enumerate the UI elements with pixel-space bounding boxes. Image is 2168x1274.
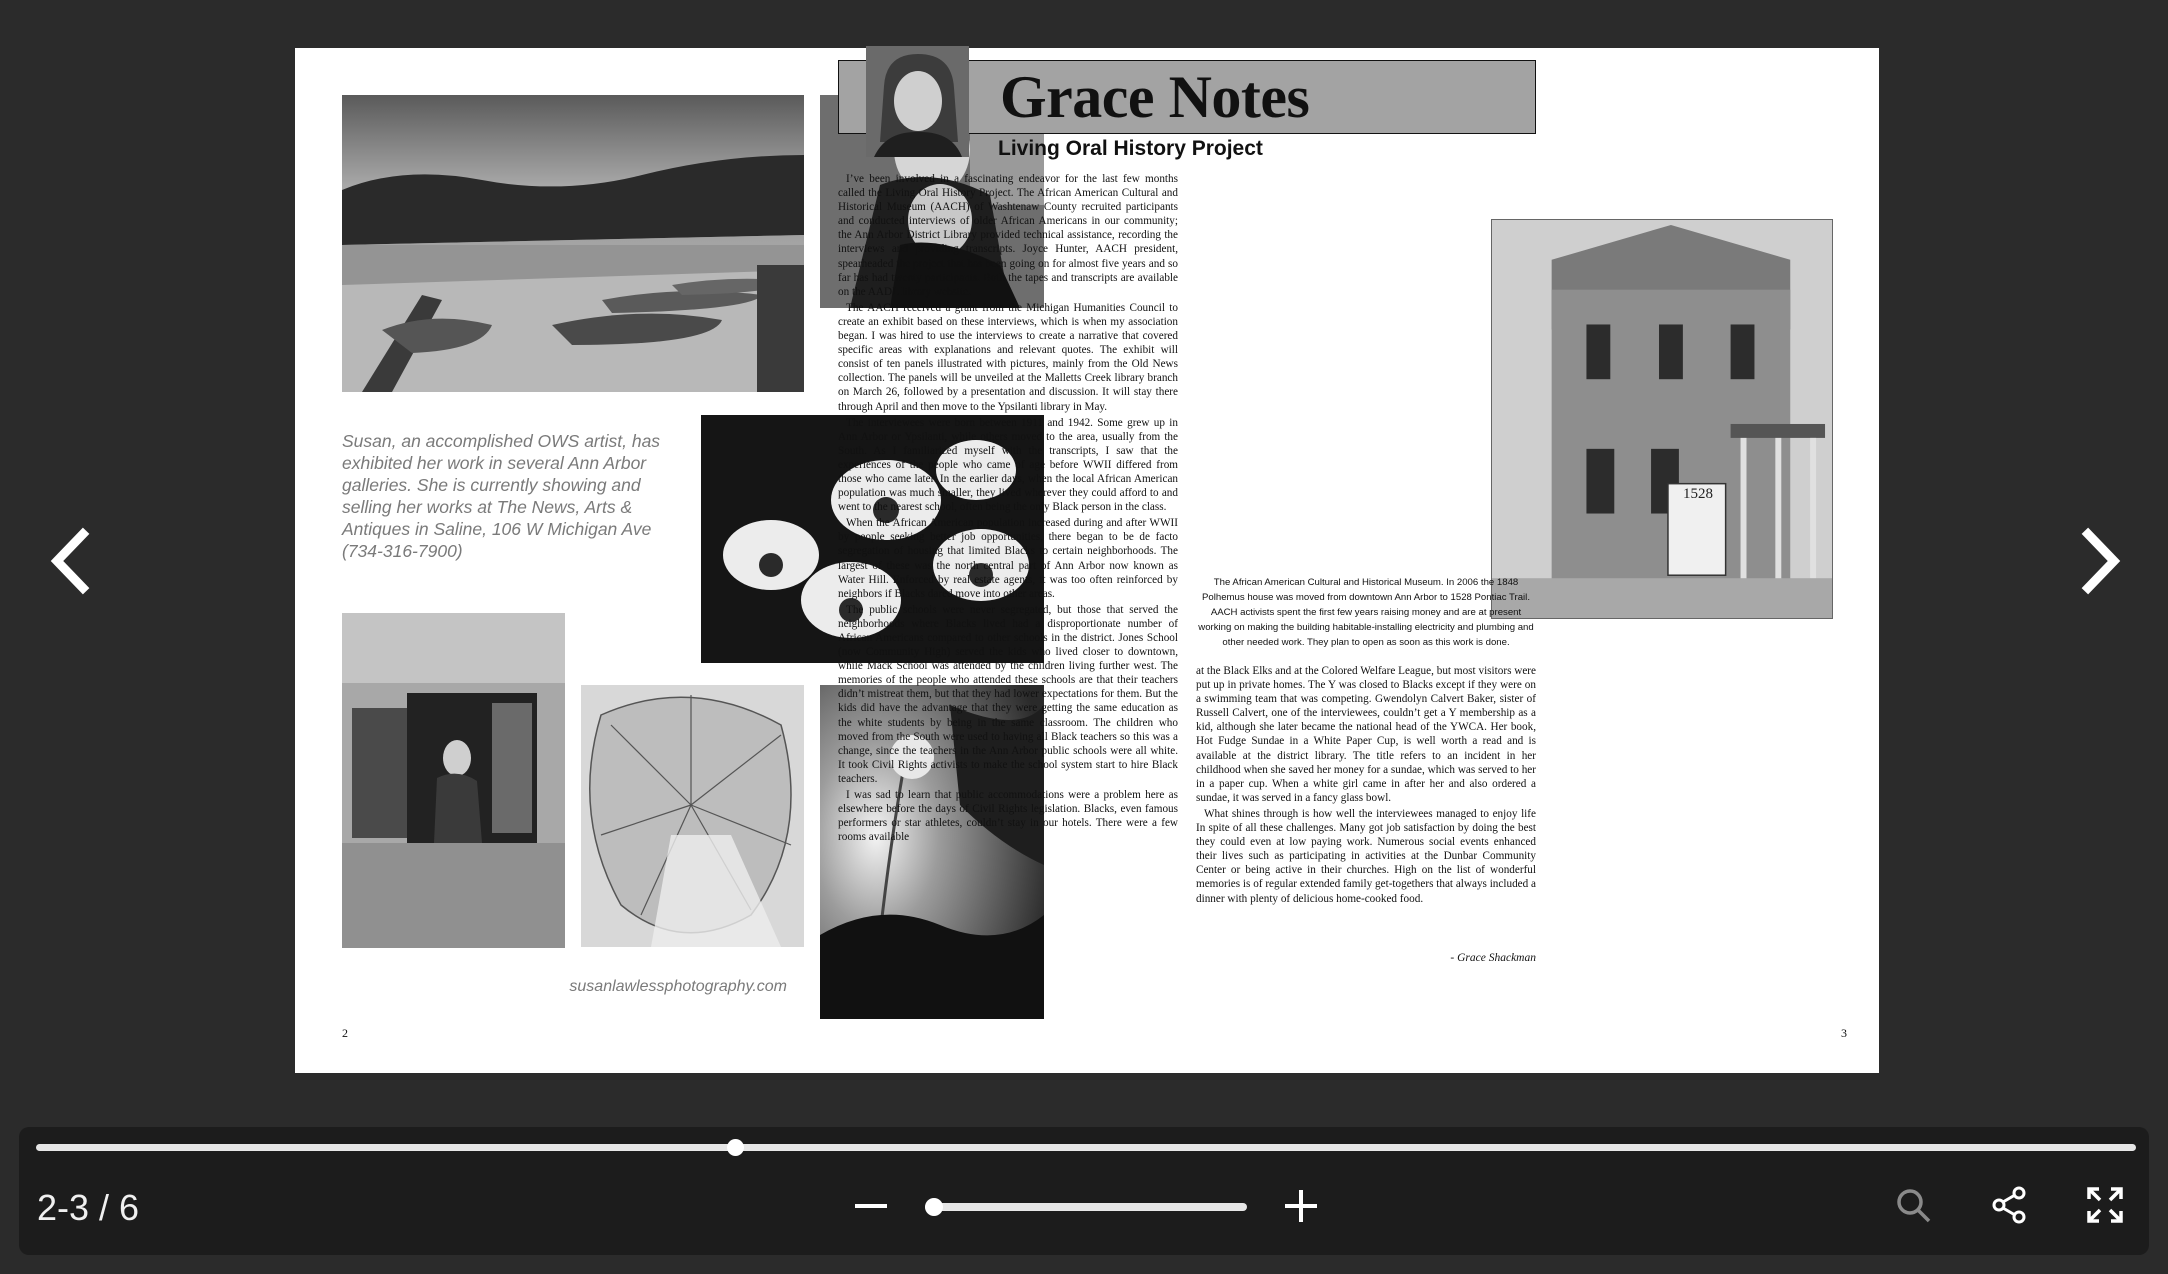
article-paragraph: at the Black Elks and at the Colored Welfare League, but most visitors were put up in private homes. The Y was closed to Blacks except if they were on a swimming team that was competing. Gwendolyn Calvert Baker, sister of Russell Calvert, one of the interviewees, couldn’t get a Y membership as a kid, although she later became the national head of the YWCA. Her book, Hot Fudge Sundae in a White Paper Cup, is well worth a read and is available at the district library. The title refers to an incident in her childhood when she saved her money for a sundae, which was served to her in a paper cup. When a white girl came in after her and also ordered a sundae, it was served in a fancy glass bowl. [1196,665,1536,804]
page-number-left: 2 [342,1026,348,1040]
artist-caption: Susan, an accomplished OWS artist, has exhibited her work in several Ann Arbor galleries. She is currently showing and selling her works at The News, Arts & Antiques in Saline, 106 W Michigan Ave (734-316-7900) [342,431,661,561]
fullscreen-icon [2085,1185,2125,1225]
plus-icon [1281,1186,1321,1226]
viewer-toolbar [19,1127,2149,1255]
column-subtitle: Living Oral History Project [998,137,1263,160]
article-paragraph: The public schools were never segregated, but those that served the neighborhoods where Blacks lived had a disproportionate number of African Americans compared to other schools in the district. Jones School (now Community High) served the kids who lived closer to downtown, while Mack School was attended by the children living further west. The memories of the people who attended these schools are that their teachers didn’t mistreat them, but that they had lower expectations for them. But the kids did have the advantage that they were getting the same education as the white students by being in the same classroom. The children who moved from the South were used to having all Black teachers so this was a change, since the teachers in the Ann Arbor public schools were all white. It took Civil Rights activists to make the school system start to hire Black teachers. [838,603,1178,785]
page-progress-bar[interactable] [36,1144,2136,1151]
minus-icon [851,1186,891,1226]
article-paragraph: The AACH received a grant from the Michigan Humanities Council to create an exhibit based on these interviews, which is when my association began. I was hired to use the interviews to create a narrative that covered specific areas with explanations and relevant quotes. The exhibit will consist of ten panels illustrated with pictures, mainly from the Old News collection. The panels will be unveiled at the Malletts Creek library branch on March 26, followed by a presentation and discussion. It will stay there through April and then move to the Ypsilanti library in May. [838,301,1178,413]
article-paragraph: The interviewees were born between 1911 and 1942. Some grew up in Ann Arbor or Ypsilanti, while others moved to the area, usually from the South. As I familiarized myself with the transcripts, I saw that the experiences of the people who came of age before WWII differed from those who came later. In the earlier days, when the local African American population was much smaller, they lived wherever they could afford to and went to the nearest school, often being the only Black person in the class. [838,416,1178,514]
page-number-right: 3 [1841,1026,1847,1040]
zoom-slider-handle[interactable] [925,1198,943,1216]
house-photo-caption: The African American Cultural and Historical Museum. In 2006 the 1848 Polhemus house was moved from downtown Ann Arbor to 1528 Pontiac Trail. AACH activists spent the first few years raising money and are at present working on making the building habitable-installing electricity and plumbing and other needed work. They plan to open as soon as this work is done. [1198,577,1534,648]
zoom-in-button[interactable] [1281,1186,1321,1226]
article-column-1 [838,172,1178,967]
prev-page-button[interactable] [45,526,95,596]
search-icon [1893,1185,1933,1225]
photo-lake-boats [342,95,804,392]
house-sign-number: 1528 [1683,486,1713,502]
chevron-left-icon [45,526,95,596]
photographer-website: susanlawlessphotography.com [569,978,787,995]
zoom-out-button[interactable] [851,1186,891,1226]
search-button[interactable] [1893,1185,1933,1225]
fullscreen-button[interactable] [2085,1185,2125,1225]
chevron-right-icon [2076,526,2126,596]
photo-leaf-sketch [581,685,804,947]
photo-museum-house [1491,219,1833,619]
share-icon [1989,1185,2029,1225]
share-button[interactable] [1989,1185,2029,1225]
author-portrait [866,46,969,157]
photo-window-woman [342,613,565,948]
zoom-slider[interactable] [925,1203,1247,1211]
column-title: Grace Notes [1000,64,1310,130]
author-signature: - Grace Shackman [1450,952,1536,964]
article-paragraph: I’ve been involved in a fascinating endeavor for the last few months called the Living Oral History Project. The African American Cultural and Historical Museum (AACH) of Washtenaw County recruited participants and conducted interviews of older African Americans in our community; the Ann Arbor District Library provided technical assistance, recording the interviews and providing transcripts. Joyce Hunter, AACH president, spearheaded the project that has been going on for almost five years and so far has had twenty participants. Both the tapes and transcripts are available on the AADL library website. [838,173,1178,298]
article-paragraph: What shines through is how well the interviewees managed to enjoy life In spite of all these challenges. Many got job satisfaction by doing the best they could even at low paying work. Numerous social events enhanced their lives such as participating in activities at the Dunbar Community Center or being active in their churches. High on the list of wonderful memories is of regular extended family get-togethers that always included a dinner with plenty of delicious home-cooked food. [1196,807,1536,905]
page-indicator: 2-3 / 6 [37,1187,140,1228]
next-page-button[interactable] [2076,526,2126,596]
page-progress-handle[interactable] [727,1139,744,1156]
article-paragraph: I was sad to learn that public accommodations were a problem here as elsewhere before the days of Civil Rights legislation. Blacks, even famous performers or star athletes, couldn’t stay in our hotels. There were a few rooms available [838,789,1178,844]
article-paragraph: When the African American population increased during and after WWII by people seeking better job opportunities, there began to be de facto segregation of housing that limited Blacks to certain neighborhoods. The largest of these was the north central part of Ann Arbor now known as Water Hill. Enforced by real estate agents, it was too often reinforced by neighbors if Blacks dared move into other areas. [838,517,1178,600]
article-column-2 [1196,664,1536,959]
